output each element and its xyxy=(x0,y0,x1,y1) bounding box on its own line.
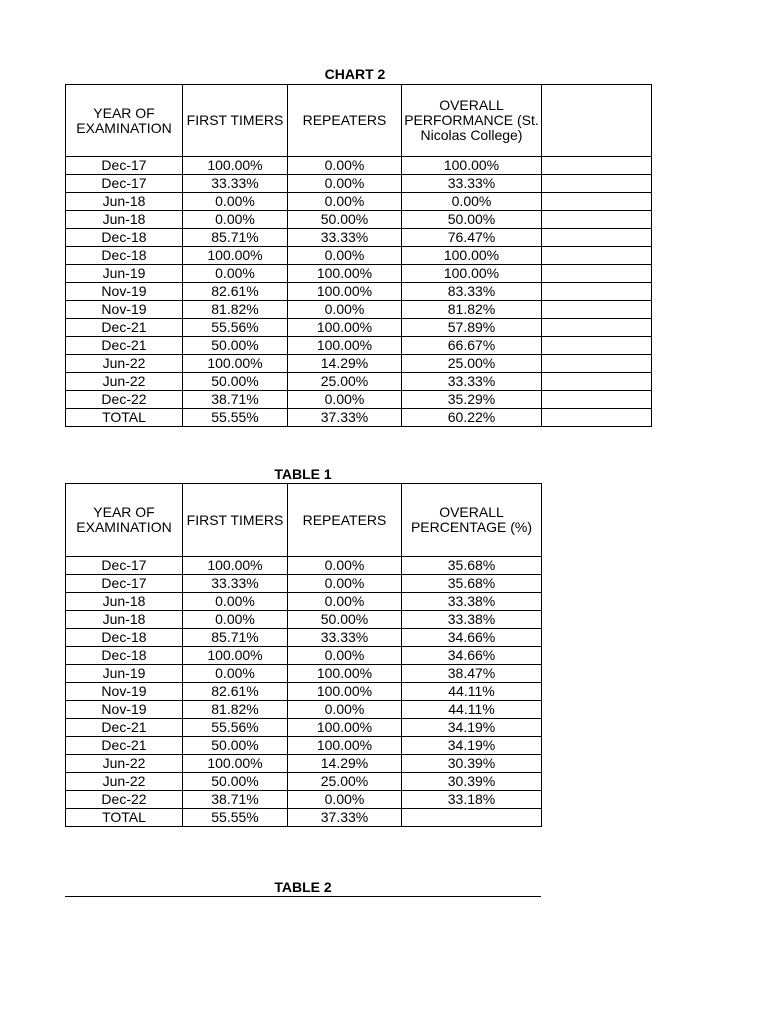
chart2-cell-extra xyxy=(542,157,652,175)
chart2-cell-first-timers: 85.71% xyxy=(183,229,288,247)
chart2-cell-extra xyxy=(542,211,652,229)
table-row xyxy=(66,283,652,301)
table1-cell-overall: 34.66% xyxy=(402,647,542,665)
table1-table xyxy=(65,483,542,827)
table1-cell-repeaters: 37.33% xyxy=(288,809,402,827)
chart2-cell-year: Dec-18 xyxy=(66,229,183,247)
table-row xyxy=(66,755,542,773)
table1-cell-repeaters: 0.00% xyxy=(288,575,402,593)
table1-cell-overall: 38.47% xyxy=(402,665,542,683)
chart2-cell-repeaters: 0.00% xyxy=(288,157,402,175)
table-row xyxy=(66,737,542,755)
chart2-cell-extra xyxy=(542,283,652,301)
table1-cell-first-timers: 100.00% xyxy=(183,647,288,665)
chart2-cell-overall: 81.82% xyxy=(402,301,542,319)
table-row xyxy=(66,337,652,355)
table-row xyxy=(66,229,652,247)
chart2-header-repeaters: REPEATERS xyxy=(288,85,402,157)
chart2-cell-overall: 66.67% xyxy=(402,337,542,355)
chart2-cell-repeaters: 0.00% xyxy=(288,391,402,409)
table1-cell-overall: 33.38% xyxy=(402,611,542,629)
chart2-cell-repeaters: 0.00% xyxy=(288,301,402,319)
table1-cell-year: Dec-17 xyxy=(66,575,183,593)
table1-cell-year: Dec-22 xyxy=(66,791,183,809)
chart2-cell-first-timers: 82.61% xyxy=(183,283,288,301)
table-row xyxy=(66,319,652,337)
chart2-table xyxy=(65,84,652,427)
table1-cell-repeaters: 0.00% xyxy=(288,647,402,665)
chart2-cell-year: Nov-19 xyxy=(66,283,183,301)
chart2-cell-overall: 76.47% xyxy=(402,229,542,247)
chart2-cell-extra xyxy=(542,265,652,283)
table1-cell-overall: 34.19% xyxy=(402,719,542,737)
chart2-cell-extra xyxy=(542,391,652,409)
table1-header-year: YEAR OF EXAMINATION xyxy=(66,484,183,557)
table1-cell-year: Nov-19 xyxy=(66,683,183,701)
chart2-cell-first-timers: 100.00% xyxy=(183,157,288,175)
table1-cell-overall: 33.38% xyxy=(402,593,542,611)
chart2-cell-repeaters: 25.00% xyxy=(288,373,402,391)
chart2-cell-overall: 33.33% xyxy=(402,373,542,391)
chart2-cell-first-timers: 50.00% xyxy=(183,337,288,355)
chart2-cell-repeaters: 33.33% xyxy=(288,229,402,247)
chart2-cell-first-timers: 100.00% xyxy=(183,355,288,373)
table-row xyxy=(66,575,542,593)
table1-cell-overall: 35.68% xyxy=(402,575,542,593)
chart2-cell-overall: 25.00% xyxy=(402,355,542,373)
table1-cell-first-timers: 33.33% xyxy=(183,575,288,593)
chart2-cell-extra xyxy=(542,247,652,265)
table1-cell-year: Dec-17 xyxy=(66,557,183,575)
chart2-cell-year: Dec-21 xyxy=(66,337,183,355)
table1-cell-overall: 30.39% xyxy=(402,755,542,773)
table1-cell-repeaters: 0.00% xyxy=(288,791,402,809)
table-row xyxy=(66,647,542,665)
chart2-cell-repeaters: 100.00% xyxy=(288,283,402,301)
table1-cell-repeaters: 14.29% xyxy=(288,755,402,773)
chart2-body xyxy=(66,157,652,427)
chart2-cell-extra xyxy=(542,193,652,211)
chart2-cell-repeaters: 100.00% xyxy=(288,319,402,337)
table1-cell-overall: 35.68% xyxy=(402,557,542,575)
table1-cell-repeaters: 100.00% xyxy=(288,719,402,737)
table-row xyxy=(66,157,652,175)
table-total-row xyxy=(66,409,652,427)
table1-cell-repeaters: 25.00% xyxy=(288,773,402,791)
table2-caption: TABLE 2 xyxy=(274,879,332,895)
table-row xyxy=(66,593,542,611)
table-row xyxy=(66,701,542,719)
chart2-cell-first-timers: 38.71% xyxy=(183,391,288,409)
table-row xyxy=(66,193,652,211)
table-row xyxy=(66,683,542,701)
chart2-cell-year: Dec-18 xyxy=(66,247,183,265)
table-row xyxy=(66,773,542,791)
table-row xyxy=(66,557,542,575)
table1-cell-first-timers: 100.00% xyxy=(183,557,288,575)
chart2-cell-overall: 60.22% xyxy=(402,409,542,427)
chart2-cell-year: Nov-19 xyxy=(66,301,183,319)
table-row xyxy=(66,391,652,409)
chart2-cell-repeaters: 50.00% xyxy=(288,211,402,229)
chart2-caption: CHART 2 xyxy=(324,66,386,82)
table1-cell-repeaters: 100.00% xyxy=(288,737,402,755)
table1-cell-year: Jun-19 xyxy=(66,665,183,683)
table1-caption: TABLE 1 xyxy=(274,466,332,482)
table1-cell-overall: 44.11% xyxy=(402,683,542,701)
chart2-cell-overall: 57.89% xyxy=(402,319,542,337)
chart2-cell-year: Jun-18 xyxy=(66,193,183,211)
table1-cell-repeaters: 50.00% xyxy=(288,611,402,629)
chart2-cell-year: Dec-17 xyxy=(66,175,183,193)
table1-cell-overall: 34.19% xyxy=(402,737,542,755)
chart2-cell-repeaters: 37.33% xyxy=(288,409,402,427)
chart2-header-overall: OVERALL PERFORMANCE (St. Nicolas College) xyxy=(402,85,542,157)
chart2-header-first-timers: FIRST TIMERS xyxy=(183,85,288,157)
table1-cell-year: Nov-19 xyxy=(66,701,183,719)
table1-cell-year: Dec-21 xyxy=(66,719,183,737)
chart2-cell-year: Dec-17 xyxy=(66,157,183,175)
chart2-cell-repeaters: 100.00% xyxy=(288,337,402,355)
chart2-cell-extra xyxy=(542,355,652,373)
table1-cell-year: Jun-22 xyxy=(66,755,183,773)
table-row xyxy=(66,665,542,683)
table1-cell-year: Jun-18 xyxy=(66,611,183,629)
table1-cell-first-timers: 38.71% xyxy=(183,791,288,809)
table1-cell-first-timers: 50.00% xyxy=(183,773,288,791)
table1-cell-first-timers: 55.56% xyxy=(183,719,288,737)
table1-cell-first-timers: 55.55% xyxy=(183,809,288,827)
table-row xyxy=(66,791,542,809)
table1-cell-first-timers: 82.61% xyxy=(183,683,288,701)
chart2-cell-repeaters: 14.29% xyxy=(288,355,402,373)
table1-cell-first-timers: 0.00% xyxy=(183,611,288,629)
table1-header-overall: OVERALL PERCENTAGE (%) xyxy=(402,484,542,557)
chart2-cell-extra xyxy=(542,409,652,427)
chart2-cell-overall: 100.00% xyxy=(402,247,542,265)
table1-cell-year: Dec-21 xyxy=(66,737,183,755)
chart2-cell-repeaters: 0.00% xyxy=(288,247,402,265)
chart2-cell-first-timers: 0.00% xyxy=(183,211,288,229)
chart2-cell-overall: 50.00% xyxy=(402,211,542,229)
chart2-cell-overall: 100.00% xyxy=(402,157,542,175)
table1-cell-first-timers: 85.71% xyxy=(183,629,288,647)
table-row xyxy=(66,301,652,319)
table-row xyxy=(66,373,652,391)
chart2-cell-first-timers: 50.00% xyxy=(183,373,288,391)
table-row xyxy=(66,247,652,265)
chart2-cell-year: Jun-22 xyxy=(66,373,183,391)
table1-cell-overall: 30.39% xyxy=(402,773,542,791)
table1-cell-overall: 33.18% xyxy=(402,791,542,809)
table-row xyxy=(66,611,542,629)
chart2-cell-extra xyxy=(542,175,652,193)
table1-cell-overall: 44.11% xyxy=(402,701,542,719)
table-row xyxy=(66,265,652,283)
table-row xyxy=(66,629,542,647)
table1-cell-year: TOTAL xyxy=(66,809,183,827)
table1-cell-repeaters: 100.00% xyxy=(288,683,402,701)
table-row xyxy=(66,355,652,373)
table1-cell-repeaters: 0.00% xyxy=(288,701,402,719)
chart2-cell-first-timers: 0.00% xyxy=(183,193,288,211)
chart2-cell-overall: 35.29% xyxy=(402,391,542,409)
table1-cell-year: Dec-18 xyxy=(66,629,183,647)
chart2-cell-year: Jun-22 xyxy=(66,355,183,373)
chart2-cell-first-timers: 0.00% xyxy=(183,265,288,283)
chart2-header-year: YEAR OF EXAMINATION xyxy=(66,85,183,157)
table1-cell-repeaters: 0.00% xyxy=(288,557,402,575)
table1-cell-year: Dec-18 xyxy=(66,647,183,665)
chart2-cell-year: Dec-21 xyxy=(66,319,183,337)
chart2-cell-first-timers: 55.56% xyxy=(183,319,288,337)
chart2-cell-overall: 100.00% xyxy=(402,265,542,283)
chart2-cell-extra xyxy=(542,319,652,337)
table1-cell-first-timers: 0.00% xyxy=(183,665,288,683)
chart2-cell-overall: 83.33% xyxy=(402,283,542,301)
chart2-cell-first-timers: 100.00% xyxy=(183,247,288,265)
table1-cell-repeaters: 33.33% xyxy=(288,629,402,647)
chart2-cell-repeaters: 0.00% xyxy=(288,175,402,193)
chart2-cell-first-timers: 81.82% xyxy=(183,301,288,319)
table-row xyxy=(66,175,652,193)
table1-body xyxy=(66,557,542,827)
table1-cell-repeaters: 0.00% xyxy=(288,593,402,611)
chart2-cell-year: Jun-18 xyxy=(66,211,183,229)
chart2-cell-first-timers: 55.55% xyxy=(183,409,288,427)
table1-cell-first-timers: 50.00% xyxy=(183,737,288,755)
table1-header-first-timers: FIRST TIMERS xyxy=(183,484,288,557)
chart2-cell-extra xyxy=(542,229,652,247)
chart2-cell-extra xyxy=(542,337,652,355)
table1-cell-year: Jun-22 xyxy=(66,773,183,791)
chart2-cell-year: Jun-19 xyxy=(66,265,183,283)
table1-cell-overall: 34.66% xyxy=(402,629,542,647)
table2-top-rule xyxy=(65,896,541,897)
chart2-cell-extra xyxy=(542,301,652,319)
chart2-cell-year: TOTAL xyxy=(66,409,183,427)
table-total-row xyxy=(66,809,542,827)
table-row xyxy=(66,211,652,229)
chart2-cell-repeaters: 0.00% xyxy=(288,193,402,211)
table1-cell-overall xyxy=(402,809,542,827)
table1-header-repeaters: REPEATERS xyxy=(288,484,402,557)
table1-cell-first-timers: 100.00% xyxy=(183,755,288,773)
chart2-header-extra xyxy=(542,85,652,157)
table1-cell-first-timers: 81.82% xyxy=(183,701,288,719)
table1-cell-year: Jun-18 xyxy=(66,593,183,611)
table-row xyxy=(66,719,542,737)
chart2-cell-overall: 0.00% xyxy=(402,193,542,211)
chart2-cell-extra xyxy=(542,373,652,391)
chart2-cell-first-timers: 33.33% xyxy=(183,175,288,193)
table1-cell-first-timers: 0.00% xyxy=(183,593,288,611)
table1-cell-repeaters: 100.00% xyxy=(288,665,402,683)
chart2-cell-overall: 33.33% xyxy=(402,175,542,193)
chart2-cell-year: Dec-22 xyxy=(66,391,183,409)
chart2-cell-repeaters: 100.00% xyxy=(288,265,402,283)
